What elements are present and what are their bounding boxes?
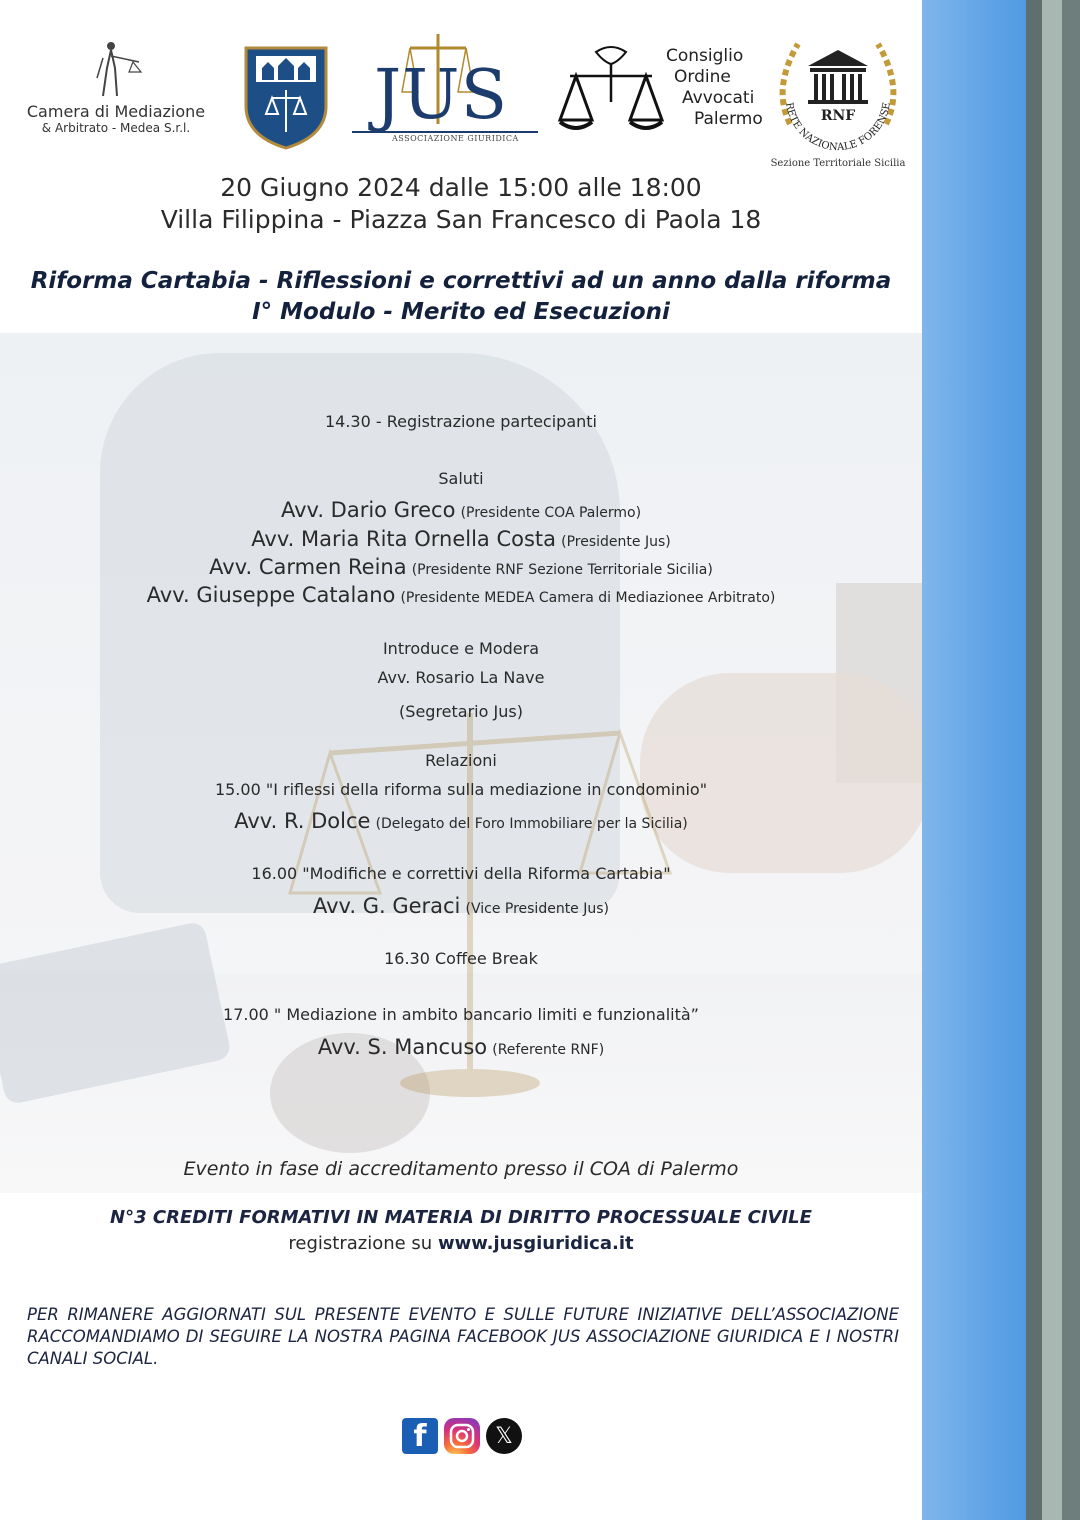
talk1-title: 15.00 "I riflessi della riforma sulla mediazione in condominio" — [214, 780, 708, 799]
speaker-name: Avv. G. Geraci — [312, 894, 461, 918]
speaker-name: Avv. Dario Greco — [280, 498, 456, 522]
speaker-role: (Vice Presidente Jus) — [465, 901, 610, 917]
social-follow-note: PER RIMANERE AGGIORNATI SUL PRESENTE EVENTO E SULLE FUTURE INIZIATIVE DELL’ASSOCIAZIONE RACCOMANDIAMO DI SEGUIRE LA NOSTRA PAGINA FACEBOOK JUS ASSOCIAZIONE GIURIDICA E I NOSTRI CANALI SOCIAL. — [27, 1305, 899, 1368]
speaker-role: (Presidente MEDEA Camera di Mediazionee Arbitrato) — [400, 590, 776, 606]
eagle-scales-icon — [556, 42, 666, 142]
saluti-item — [0, 583, 922, 607]
event-date-time: 20 Giugno 2024 dalle 15:00 alle 18:00 — [220, 173, 702, 202]
accreditation-note: Evento in fase di accreditamento presso il COA di Palermo — [183, 1158, 739, 1180]
talk2-title: 16.00 "Modifiche e correttivi della Riforma Cartabia" — [251, 864, 671, 883]
registration-link[interactable]: www.jusgiuridica.it — [437, 1233, 634, 1254]
jus-wordmark: JUS — [374, 56, 509, 135]
logo-row — [0, 28, 922, 178]
event-title-line2: I° Modulo - Merito ed Esecuzioni — [252, 299, 670, 325]
instagram-glyph-icon — [449, 1423, 475, 1449]
registration-info — [0, 1233, 922, 1254]
x-icon[interactable]: 𝕏 — [486, 1418, 522, 1454]
coffee-break: 16.30 Coffee Break — [384, 949, 538, 968]
relazioni-heading: Relazioni — [425, 751, 497, 770]
laurel-temple-icon — [768, 28, 908, 156]
rnf-arc-label: RETE NAZIONALE FORENSE — [783, 101, 893, 154]
saluti-heading: Saluti — [438, 469, 484, 488]
speaker-role: (Presidente RNF Sezione Territoriale Sicilia) — [411, 562, 713, 578]
speaker-role: (Presidente COA Palermo) — [460, 505, 642, 521]
rnf-initials: RNF — [820, 108, 856, 124]
event-date-venue — [0, 172, 922, 236]
talk3-title: 17.00 " Mediazione in ambito bancario limiti e funzionalità” — [223, 1005, 699, 1024]
medea-name-line1: Camera di Mediazione — [26, 102, 206, 121]
credits-line: N°3 CREDITI FORMATIVI IN MATERIA DI DIRITTO PROCESSUALE CIVILE — [110, 1207, 812, 1228]
moderator-heading: Introduce e Modera — [382, 639, 540, 658]
speaker-name: Avv. S. Mancuso — [317, 1035, 488, 1059]
coa-text — [666, 46, 763, 130]
social-icons — [400, 1418, 530, 1458]
speaker-role: (Referente RNF) — [492, 1042, 605, 1058]
speaker-name: Avv. Carmen Reina — [209, 555, 407, 579]
event-title — [0, 266, 922, 328]
registration-line: 14.30 - Registrazione partecipanti — [324, 412, 597, 431]
event-venue: Villa Filippina - Piazza San Francesco di Paola 18 — [160, 205, 762, 234]
justice-figure-icon — [81, 38, 151, 100]
medea-name-line2: & Arbitrato - Medea S.r.l. — [41, 121, 191, 135]
band-stripe — [1062, 0, 1080, 1520]
speaker-name: Avv. Maria Rita Ornella Costa — [251, 527, 557, 551]
moderator-name: Avv. Rosario La Nave — [377, 668, 545, 687]
shield-logo — [244, 46, 328, 154]
medea-logo — [16, 38, 216, 135]
talk1-speaker — [0, 809, 922, 833]
instagram-icon[interactable] — [444, 1418, 480, 1454]
moderator-role: (Segretario Jus) — [399, 702, 523, 721]
rnf-section: Sezione Territoriale Sicilia — [770, 158, 906, 169]
talk2-speaker — [0, 894, 922, 918]
side-decorative-band — [922, 0, 1080, 1520]
band-stripe — [1042, 0, 1062, 1520]
jus-subtitle: ASSOCIAZIONE GIURIDICA — [392, 134, 519, 143]
speaker-role: (Delegato del Foro Immobiliare per la Sicilia) — [375, 816, 688, 832]
speaker-role: (Presidente Jus) — [561, 534, 671, 550]
coa-palermo-logo — [556, 42, 766, 152]
event-title-line1: Riforma Cartabia - Riflessioni e correttivi ad un anno dalla riforma — [30, 268, 892, 294]
coa-line: Ordine — [674, 67, 731, 87]
saluti-item — [0, 555, 922, 579]
coa-line: Consiglio — [666, 46, 744, 66]
talk3-speaker — [0, 1035, 922, 1059]
coa-line: Avvocati — [682, 88, 755, 108]
saluti-item — [0, 527, 922, 551]
coa-line: Palermo — [694, 109, 763, 129]
speaker-name: Avv. R. Dolce — [234, 809, 371, 833]
facebook-icon[interactable]: f — [402, 1418, 438, 1454]
rnf-logo — [768, 28, 908, 178]
registration-prefix: registrazione su — [288, 1233, 433, 1254]
jus-logo — [352, 32, 542, 152]
speaker-name: Avv. Giuseppe Catalano — [146, 583, 396, 607]
saluti-item — [0, 498, 922, 522]
band-stripe — [1026, 0, 1042, 1520]
shield-icon — [244, 46, 328, 150]
